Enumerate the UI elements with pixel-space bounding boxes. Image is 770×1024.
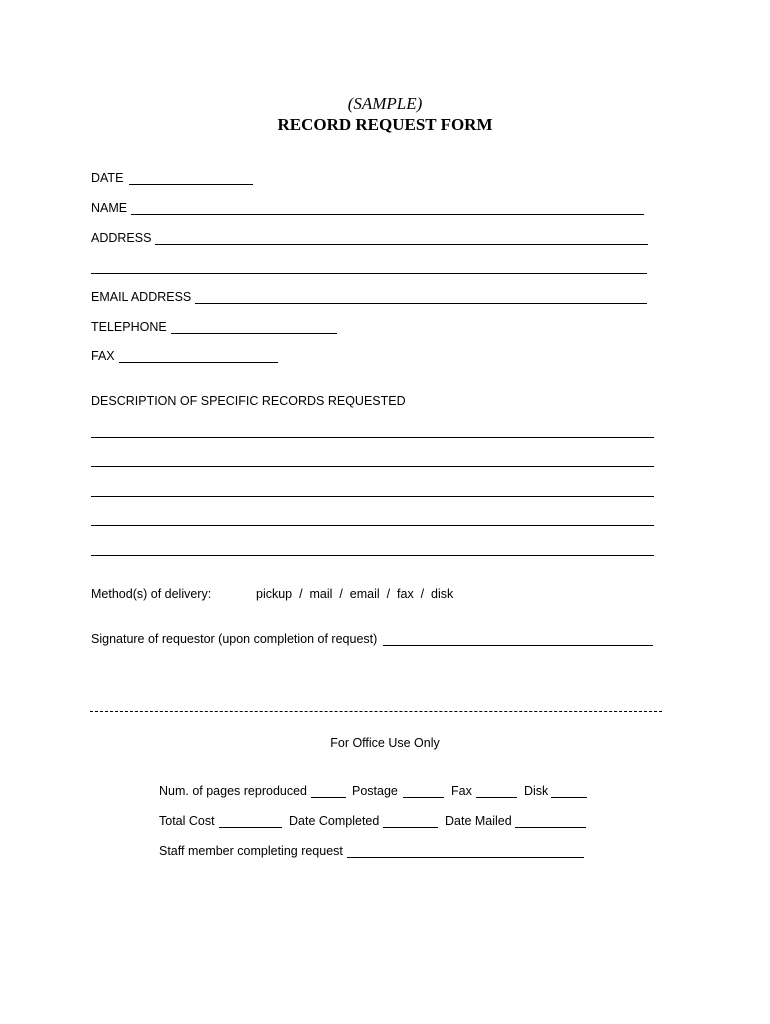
office-fax-field[interactable]	[476, 797, 517, 798]
name-label: NAME	[91, 201, 128, 215]
staff-field[interactable]	[347, 857, 584, 858]
description-line-5[interactable]	[91, 555, 654, 556]
date-completed-field[interactable]	[383, 827, 438, 828]
address-line-2-field[interactable]	[91, 273, 647, 274]
office-use-heading: For Office Use Only	[330, 736, 440, 750]
signature-field[interactable]	[383, 645, 653, 646]
form-subtitle: (SAMPLE)	[347, 94, 423, 113]
email-field[interactable]	[195, 303, 647, 304]
description-label: DESCRIPTION OF SPECIFIC RECORDS REQUESTED	[91, 394, 406, 408]
pages-field[interactable]	[311, 797, 346, 798]
description-line-4[interactable]	[91, 525, 654, 526]
disk-label: Disk	[524, 784, 549, 798]
cut-divider	[90, 711, 662, 712]
fax-label: FAX	[91, 349, 115, 363]
email-label: EMAIL ADDRESS	[91, 290, 192, 304]
signature-label: Signature of requestor (upon completion of request)	[91, 632, 378, 646]
date-field[interactable]	[129, 184, 253, 185]
address-label: ADDRESS	[91, 231, 152, 245]
delivery-options[interactable]: pickup / mail / email / fax / disk	[256, 587, 454, 601]
description-line-2[interactable]	[91, 466, 654, 467]
name-field[interactable]	[131, 214, 644, 215]
fax-field[interactable]	[119, 362, 278, 363]
date-mailed-label: Date Mailed	[445, 814, 512, 828]
delivery-label: Method(s) of delivery:	[91, 587, 212, 601]
pages-label: Num. of pages reproduced	[159, 784, 308, 798]
postage-field[interactable]	[403, 797, 444, 798]
postage-label: Postage	[352, 784, 398, 798]
date-completed-label: Date Completed	[289, 814, 380, 828]
total-cost-label: Total Cost	[159, 814, 215, 828]
form-title: RECORD REQUEST FORM	[277, 115, 493, 134]
address-field[interactable]	[155, 244, 648, 245]
telephone-field[interactable]	[171, 333, 337, 334]
staff-label: Staff member completing request	[159, 844, 343, 858]
telephone-label: TELEPHONE	[91, 320, 167, 334]
date-label: DATE	[91, 171, 124, 185]
description-line-1[interactable]	[91, 437, 654, 438]
total-cost-field[interactable]	[219, 827, 282, 828]
description-line-3[interactable]	[91, 496, 654, 497]
date-mailed-field[interactable]	[515, 827, 586, 828]
office-fax-label: Fax	[451, 784, 472, 798]
disk-field[interactable]	[551, 797, 587, 798]
